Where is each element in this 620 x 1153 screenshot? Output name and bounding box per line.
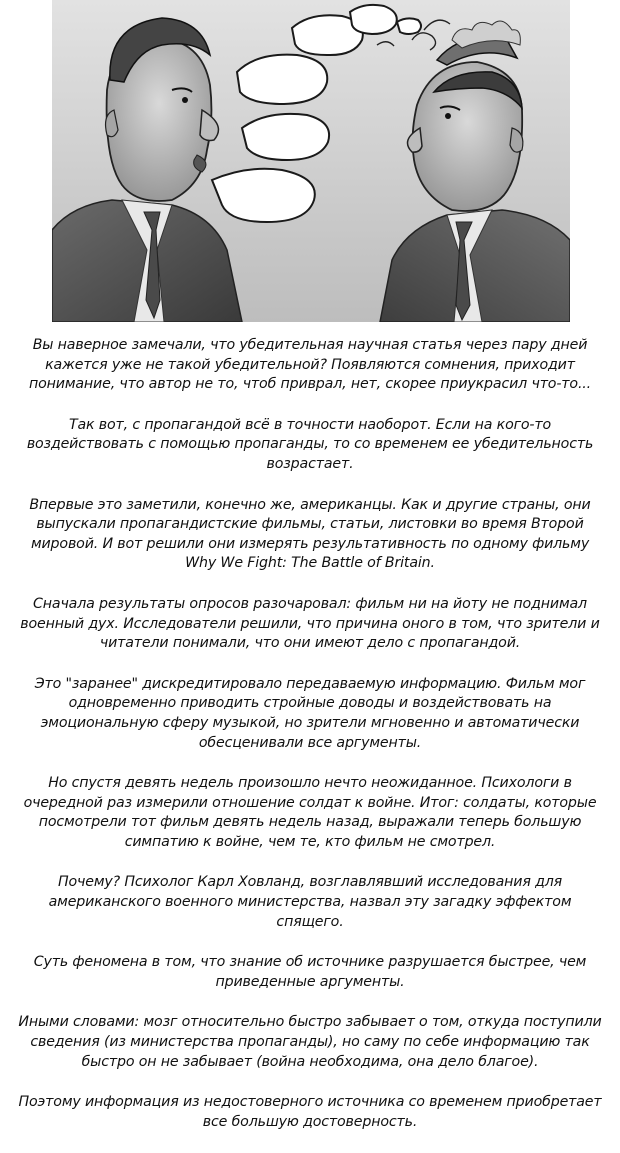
article-paragraph: Поэтому информация из недостоверного источника со временем приобретает все большую достоверность. bbox=[18, 1094, 602, 1130]
article-paragraph: Так вот, с пропагандой всё в точности наоборот. Если на кого-то воздействовать с помощью пропаганды, то со временем ее убедительность возрастает. bbox=[26, 416, 594, 472]
article-illustration bbox=[52, 0, 570, 322]
article-paragraph: Впервые это заметили, конечно же, американцы. Как и другие страны, они выпускали пропагандистские фильмы, статьи, листовки во время Второй мировой. И вот решили они измерять результативность по одному фильму Why We Fight: The Battle of Britain. bbox=[29, 496, 591, 572]
two-men-talking-speech-bubbles-illustration bbox=[52, 0, 570, 322]
article-body bbox=[14, 336, 606, 1153]
speech-bubble bbox=[237, 55, 327, 104]
speech-bubble bbox=[242, 114, 329, 160]
speech-bubble bbox=[350, 5, 397, 34]
article-paragraph: Это "заранее" дискредитировало передаваемую информацию. Фильм мог одновременно приводить стройные доводы и воздействовать на эмоциональную сферу музыкой, но зрители мгновенно и автоматически обесценивали все аргументы. bbox=[34, 675, 586, 751]
article-paragraph: Почему? Психолог Карл Ховланд, возглавлявший исследования для американского военного министерства, назвал эту загадку эффектом спящего. bbox=[48, 874, 572, 930]
article-paragraph: Сначала результаты опросов разочаровал: фильм ни на йоту не поднимал военный дух. Исследователи решили, что причина оного в том, что зрители и читатели понимали, что они имеют дело с пропагандой. bbox=[20, 595, 600, 652]
article-paragraph: Но спустя девять недель произошло нечто неожиданное. Психологи в очередной раз измерили отношение солдат к войне. Итог: солдаты, которые посмотрели тот фильм девять недель назад, выражали теперь большую симпатию к войне, чем те, кто фильм не смотрел. bbox=[23, 775, 597, 850]
article-paragraph: Суть феномена в том, что знание об источнике разрушается быстрее, чем приведенные аргументы. bbox=[33, 954, 587, 990]
speech-bubble bbox=[397, 18, 421, 34]
article-paragraph: Вы наверное замечали, что убедительная научная статья через пару дней кажется уже не такой убедительной? Появляются сомнения, приходит понимание, что автор не то, чтоб приврал, нет, скорее приукрасил что-то... bbox=[28, 337, 592, 393]
article-paragraph: Иными словами: мозг относительно быстро забывает о том, откуда поступили сведения (из министерства пропаганды), но саму по себе информацию так быстро он не забывает (война необходима, она дело благое). bbox=[18, 1014, 602, 1070]
